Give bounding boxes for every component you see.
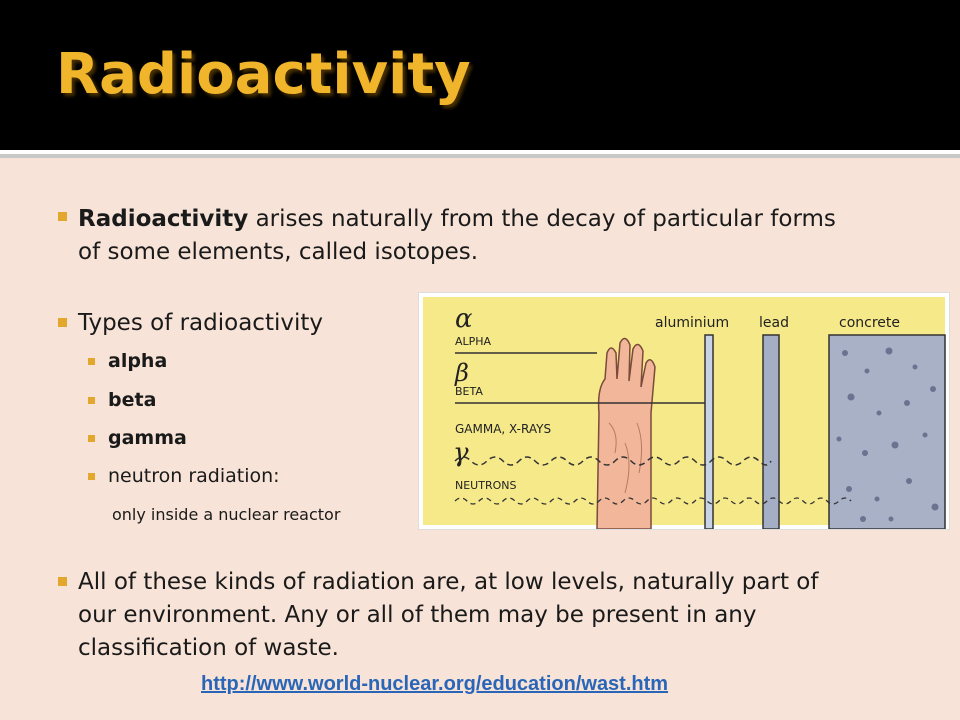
neutron-note: only inside a nuclear reactor <box>112 505 341 524</box>
beta-label: BETA <box>455 385 483 398</box>
aluminium-sheet <box>705 335 713 529</box>
definition-text-line2: of some elements, called isotopes. <box>78 239 479 265</box>
environment-text-line2: our environment. Any or all of them may be present in any <box>78 602 757 628</box>
types-heading: Types of radioactivity <box>78 310 323 336</box>
beta-symbol: β <box>455 359 469 387</box>
neutrons-label: NEUTRONS <box>455 479 517 492</box>
sub-bullet-marker <box>88 397 95 404</box>
sub-bullet-marker <box>88 473 95 480</box>
bullet-marker <box>58 577 67 586</box>
concrete-label: concrete <box>839 315 900 331</box>
sub-bullet-marker <box>88 435 95 442</box>
aluminium-label: aluminium <box>655 315 730 331</box>
title-divider-shadow <box>0 154 960 158</box>
hand-icon <box>597 338 655 529</box>
alpha-symbol: α <box>455 304 473 334</box>
bullet-radioactivity-definition <box>78 203 938 235</box>
radiation-diagram <box>419 293 949 529</box>
definition-text: arises naturally from the decay of particular forms <box>248 206 836 232</box>
lead-sheet <box>763 335 779 529</box>
radiation-penetration-illustration <box>418 292 950 530</box>
gamma-label: GAMMA, X-RAYS <box>455 422 552 436</box>
alpha-label: ALPHA <box>455 335 492 348</box>
bullet-marker <box>58 212 67 221</box>
environment-text-line3: classification of waste. <box>78 635 339 661</box>
slide-title: Radioactivity <box>56 42 471 107</box>
lead-label: lead <box>759 315 789 331</box>
gamma-symbol: γ <box>453 438 469 468</box>
bullet-marker <box>58 318 67 327</box>
type-item-gamma: gamma <box>108 427 187 449</box>
type-item-beta: beta <box>108 389 157 411</box>
bold-term: Radioactivity <box>78 206 249 232</box>
environment-text-line1: All of these kinds of radiation are, at low levels, naturally part of <box>78 569 819 595</box>
type-item-neutron: neutron radiation: <box>108 465 280 487</box>
concrete-block <box>829 335 945 529</box>
sub-bullet-marker <box>88 358 95 365</box>
source-link[interactable]: http://www.world-nuclear.org/education/wast.htm <box>201 673 669 695</box>
type-item-alpha: alpha <box>108 350 168 372</box>
